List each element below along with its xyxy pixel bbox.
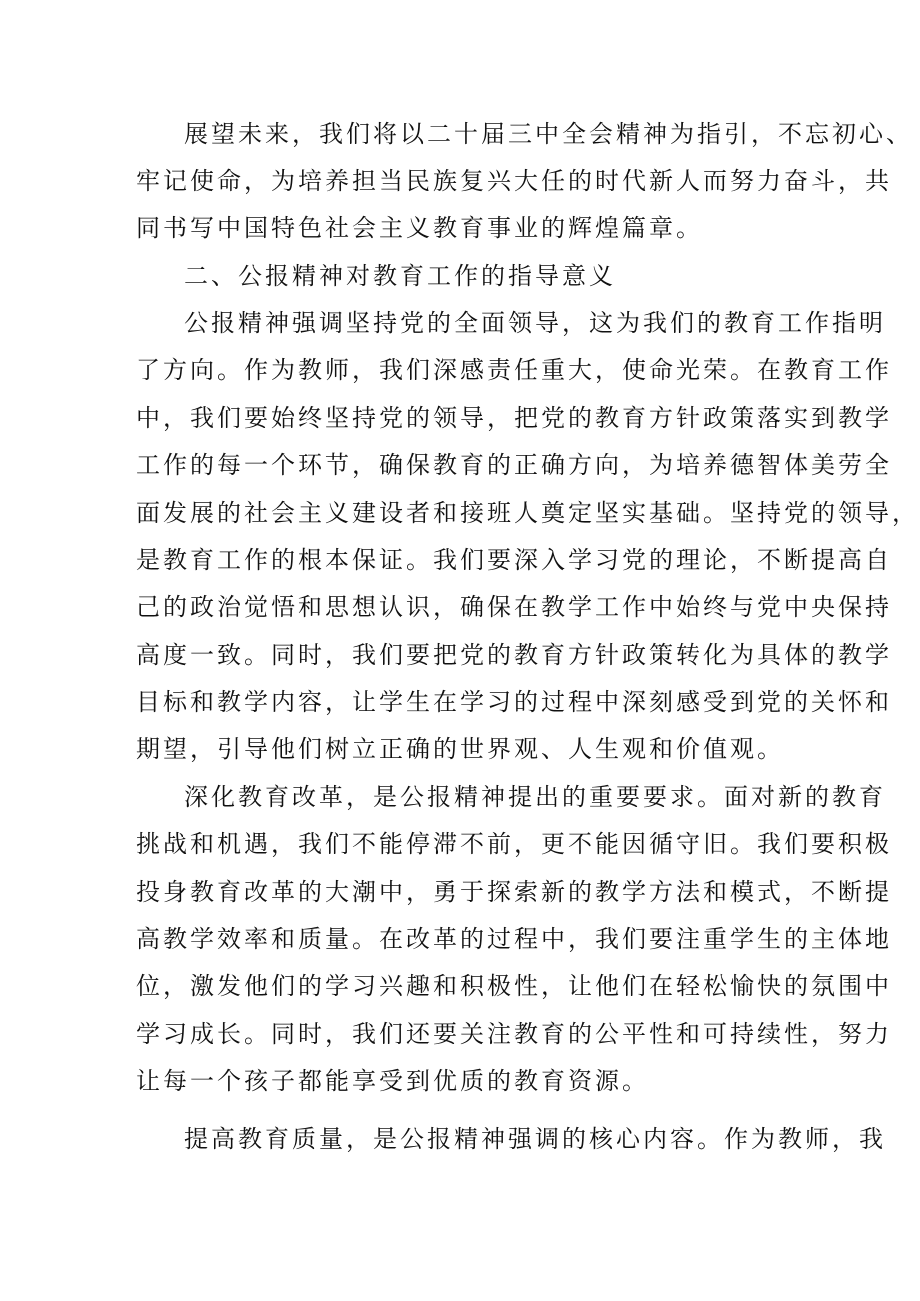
paragraph-line: 位，激发他们的学习兴趣和积极性，让他们在轻松愉快的氛围中	[136, 972, 892, 1000]
section-heading: 二、公报精神对教育工作的指导意义	[184, 262, 616, 290]
paragraph-line: 期望，引导他们树立正确的世界观、人生观和价值观。	[136, 735, 784, 763]
paragraph-line: 学习成长。同时，我们还要关注教育的公平性和可持续性，努力	[136, 1020, 892, 1048]
paragraph-line: 深化教育改革，是公报精神提出的重要要求。面对新的教育	[184, 783, 886, 811]
paragraph-line: 公报精神强调坚持党的全面领导，这为我们的教育工作指明	[184, 309, 886, 337]
paragraph-line: 展望未来，我们将以二十届三中全会精神为指引，不忘初心、	[184, 120, 913, 148]
paragraph-line: 高度一致。同时，我们要把党的教育方针政策转化为具体的教学	[136, 641, 892, 669]
paragraph-line: 同书写中国特色社会主义教育事业的辉煌篇章。	[136, 214, 703, 242]
paragraph-line: 面发展的社会主义建设者和接班人奠定坚实基础。坚持党的领导，	[136, 499, 919, 527]
paragraph-line: 牢记使命，为培养担当民族复兴大任的时代新人而努力奋斗，共	[136, 167, 892, 195]
paragraph-line: 己的政治觉悟和思想认识，确保在教学工作中始终与党中央保持	[136, 593, 892, 621]
paragraph-line: 工作的每一个环节，确保教育的正确方向，为培养德智体美劳全	[136, 451, 892, 479]
paragraph-line: 提高教育质量，是公报精神强调的核心内容。作为教师，我	[184, 1125, 886, 1153]
paragraph-line: 是教育工作的根本保证。我们要深入学习党的理论，不断提高自	[136, 546, 892, 574]
paragraph-line: 了方向。作为教师，我们深感责任重大，使命光荣。在教育工作	[136, 356, 892, 384]
paragraph-line: 投身教育改革的大潮中，勇于探索新的教学方法和模式，不断提	[136, 878, 892, 906]
paragraph-line: 让每一个孩子都能享受到优质的教育资源。	[136, 1067, 649, 1095]
paragraph-line: 中，我们要始终坚持党的领导，把党的教育方针政策落实到教学	[136, 404, 892, 432]
paragraph-line: 目标和教学内容，让学生在学习的过程中深刻感受到党的关怀和	[136, 688, 892, 716]
paragraph-line: 挑战和机遇，我们不能停滞不前，更不能因循守旧。我们要积极	[136, 830, 892, 858]
paragraph-line: 高教学效率和质量。在改革的过程中，我们要注重学生的主体地	[136, 925, 892, 953]
